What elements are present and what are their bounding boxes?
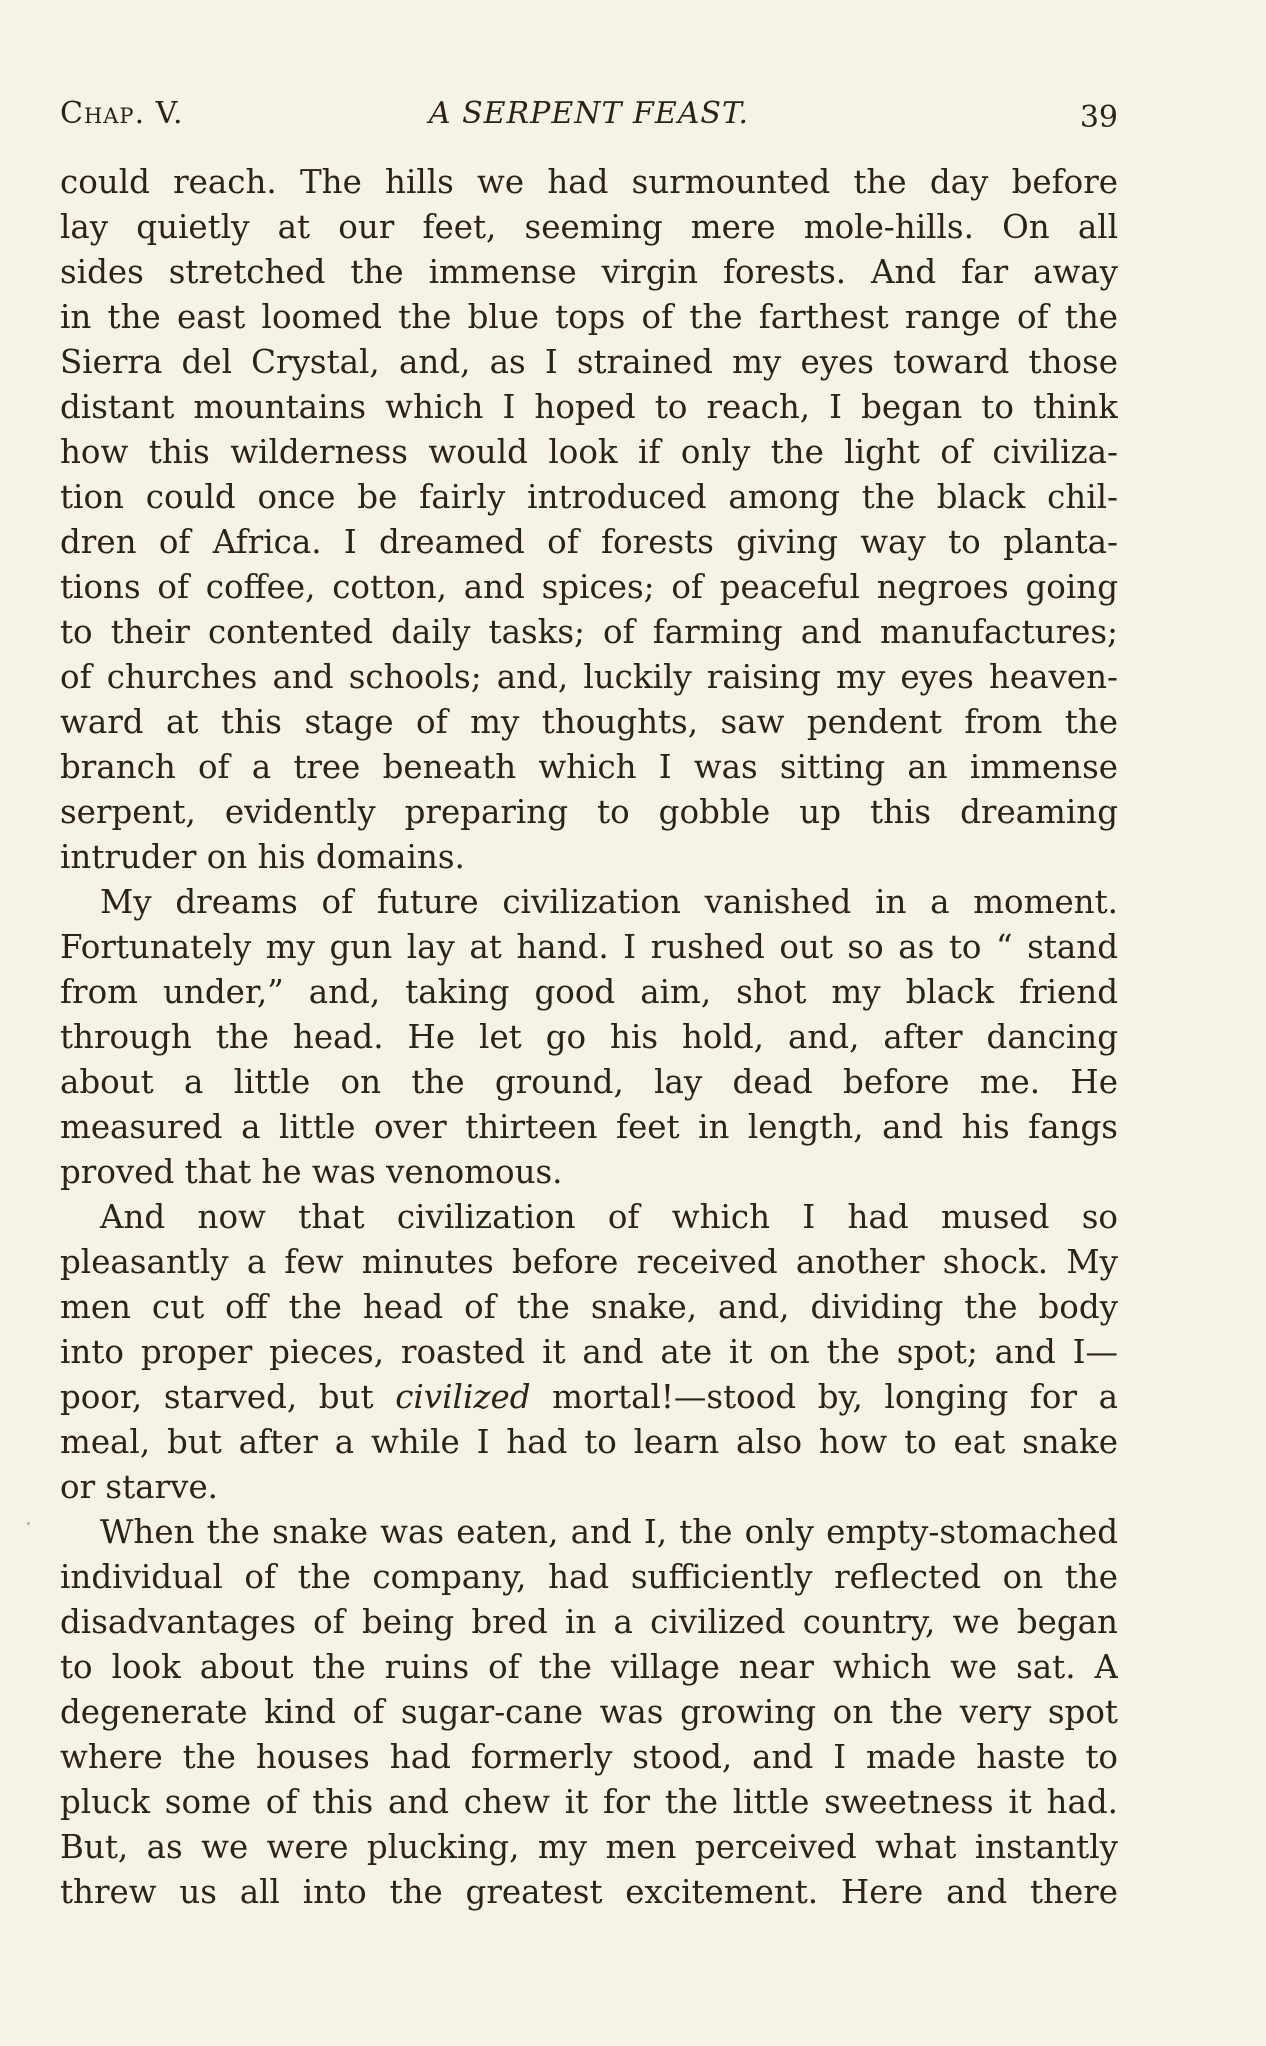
text-line: to look about the ruins of the village near which we sat. A [60, 1648, 1118, 1686]
text-line: tions of coffee, cotton, and spices; of peaceful negroes going [60, 568, 1118, 606]
text-line: individual of the company, had sufficiently reflected on the [60, 1558, 1118, 1596]
text-line: threw us all into the greatest excitement. Here and there [60, 1873, 1118, 1911]
text-line: Fortunately my gun lay at hand. I rushed out so as to “ stand [60, 928, 1118, 966]
running-head [60, 92, 1118, 136]
chapter-label: Chap. V. [60, 96, 184, 131]
text-line: men cut off the head of the snake, and, dividing the body [60, 1288, 1118, 1326]
text-line: from under,” and, taking good aim, shot my black friend [60, 973, 1118, 1011]
text-line: measured a little over thirteen feet in length, and his fangs [60, 1108, 1118, 1146]
text-line: serpent, evidently preparing to gobble up this dreaming [60, 793, 1118, 831]
text-line: through the head. He let go his hold, and, after dancing [60, 1018, 1118, 1056]
text-line: pluck some of this and chew it for the little sweetness it had. [60, 1783, 1118, 1821]
paragraph-start-line: My dreams of future civilization vanished in a moment. [100, 883, 1118, 921]
text-line: sides stretched the immense virgin forests. And far away [60, 253, 1118, 291]
text-line: degenerate kind of sugar-cane was growing on the very spot [60, 1693, 1118, 1731]
chapter-title: A SERPENT FEAST. [428, 96, 750, 131]
text-line: about a little on the ground, lay dead before me. He [60, 1063, 1118, 1101]
text-line: intruder on his domains. [60, 838, 465, 876]
text-line: ward at this stage of my thoughts, saw pendent from the [60, 703, 1118, 741]
text-line: into proper pieces, roasted it and ate it on the spot; and I— [60, 1333, 1118, 1371]
text-line: branch of a tree beneath which I was sitting an immense [60, 748, 1118, 786]
text-line: how this wilderness would look if only the light of civiliza- [60, 433, 1118, 471]
text-line: of churches and schools; and, luckily raising my eyes heaven- [60, 658, 1118, 696]
text-line: in the east loomed the blue tops of the farthest range of the [60, 298, 1118, 336]
text-line: Sierra del Crystal, and, as I strained my eyes toward those [60, 343, 1118, 381]
text-line: distant mountains which I hoped to reach, I began to think [60, 388, 1118, 426]
text-line: pleasantly a few minutes before received another shock. My [60, 1243, 1118, 1281]
text-fragment: mortal!—stood by, longing for a [530, 1378, 1118, 1416]
text-line: But, as we were plucking, my men perceived what instantly [60, 1828, 1118, 1866]
text-fragment: poor, starved, but [60, 1378, 396, 1416]
body-text [60, 160, 1118, 1915]
text-line: meal, but after a while I had to learn also how to eat snake [60, 1423, 1118, 1461]
text-line: to their contented daily tasks; of farming and manufactures; [60, 613, 1118, 651]
paragraph-start-line: And now that civilization of which I had mused so [100, 1198, 1118, 1236]
text-line: where the houses had formerly stood, and I made haste to [60, 1738, 1118, 1776]
text-line: lay quietly at our feet, seeming mere mole-hills. On all [60, 208, 1118, 246]
paragraph-start-line: When the snake was eaten, and I, the only empty-stomached [100, 1513, 1118, 1551]
italic-word: civilized [395, 1378, 531, 1416]
text-line: proved that he was venomous. [60, 1153, 563, 1191]
page-number: 39 [1079, 100, 1118, 135]
paper-speck [27, 1522, 30, 1525]
text-line: or starve. [60, 1468, 219, 1506]
text-line: tion could once be fairly introduced among the black chil- [60, 478, 1118, 516]
text-line: could reach. The hills we had surmounted the day before [60, 163, 1118, 201]
text-line: disadvantages of being bred in a civilized country, we began [60, 1603, 1118, 1641]
text-line [60, 1375, 1118, 1420]
text-line: dren of Africa. I dreamed of forests giving way to planta- [60, 523, 1118, 561]
